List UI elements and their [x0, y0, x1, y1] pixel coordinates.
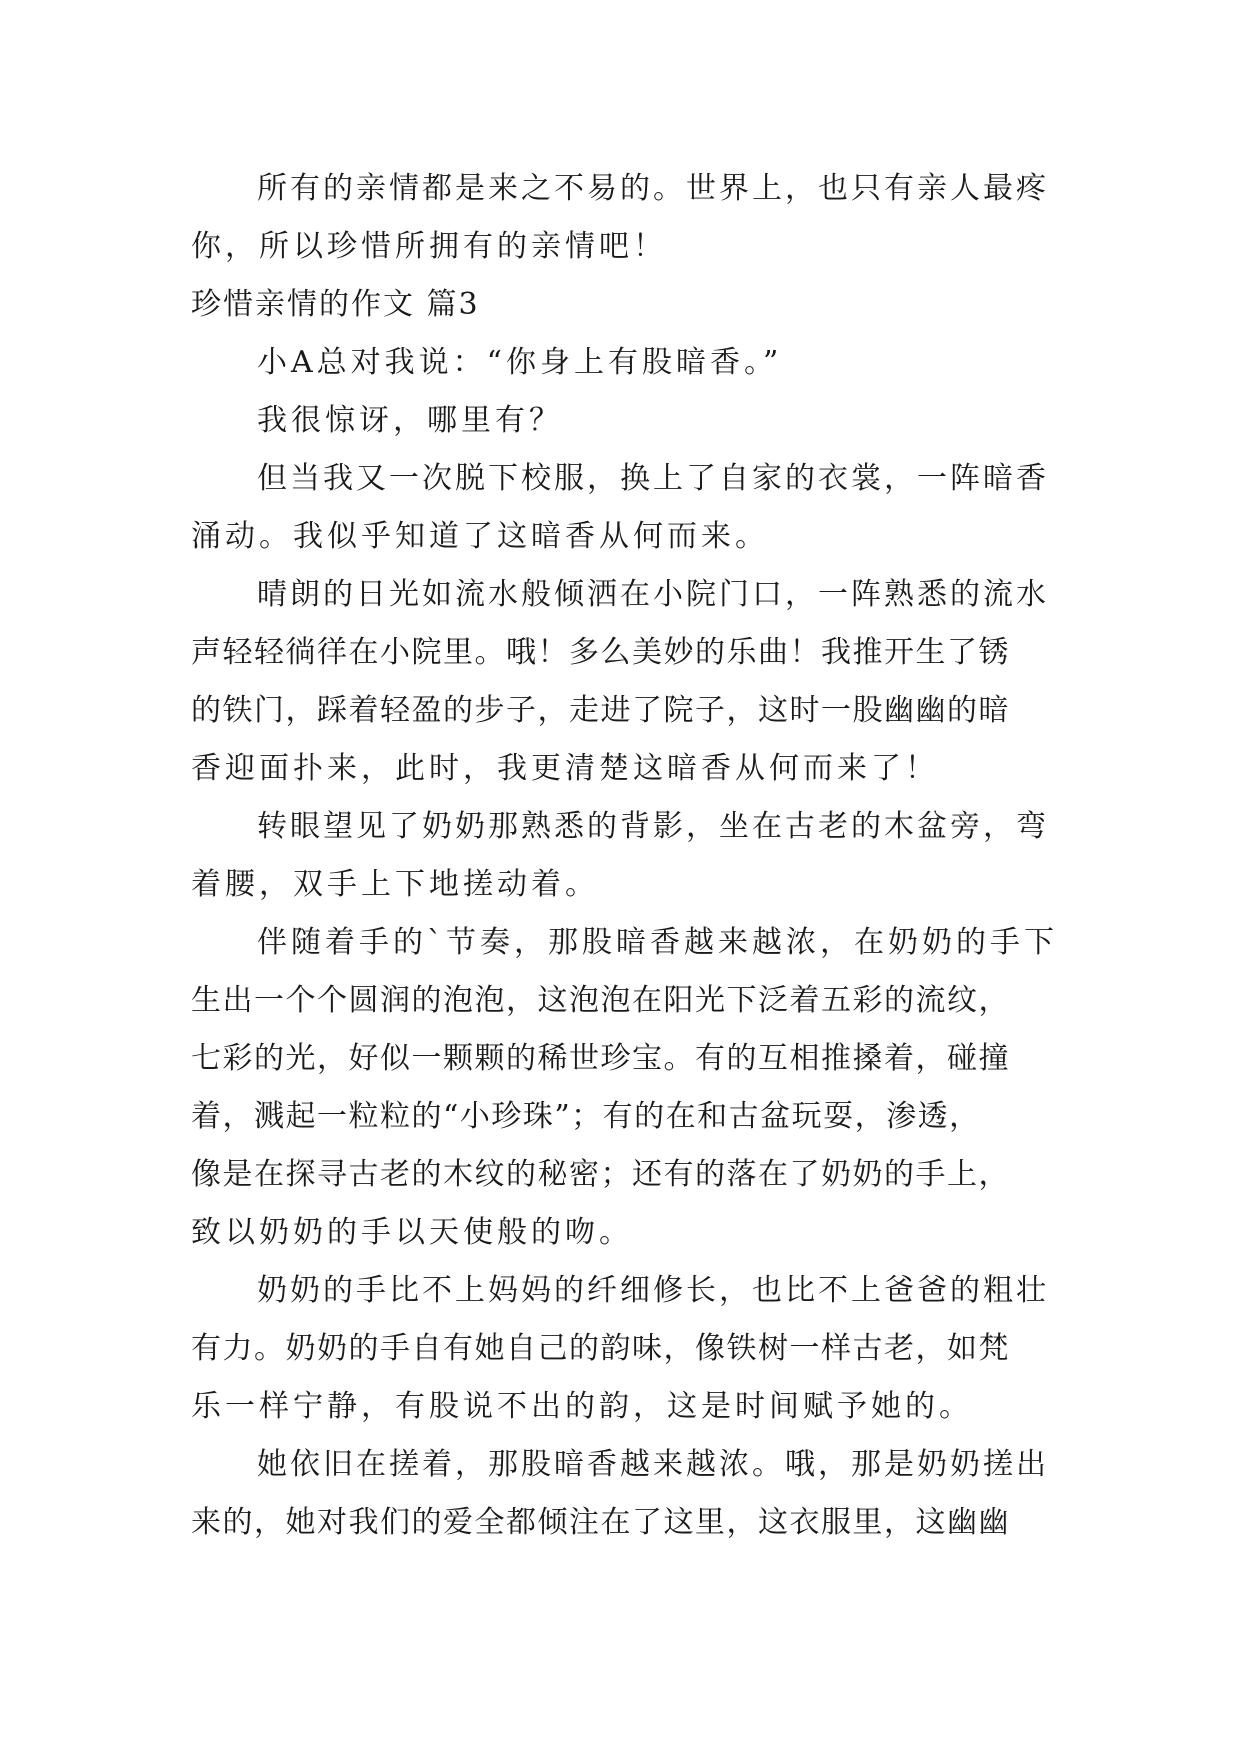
text-line: 所有的亲情都是来之不易的。世界上，也只有亲人最疼 [257, 171, 1049, 206]
text-line: 我很惊讶，哪里有？ [257, 403, 563, 438]
text-line: 涌动。我似乎知道了这暗香从何而来。 [191, 519, 769, 554]
text-line: 伴随着手的`节奏，那股暗香越来越浓，在奶奶的手下 [257, 925, 1058, 960]
text-line: 生出一个个圆润的泡泡，这泡泡在阳光下泛着五彩的流纹， [191, 983, 1010, 1018]
text-line: 小A总对我说：“你身上有股暗香。” [257, 345, 783, 380]
text-line: 着腰，双手上下地搓动着。 [191, 867, 599, 902]
text-line: 晴朗的日光如流水般倾洒在小院门口，一阵熟悉的流水 [257, 577, 1049, 612]
text-line: 像是在探寻古老的木纹的秘密；还有的落在了奶奶的手上， [191, 1157, 1010, 1192]
text-line: 你，所以珍惜所拥有的亲情吧！ [191, 229, 667, 264]
text-line: 香迎面扑来，此时，我更清楚这暗香从何而来了！ [191, 751, 939, 786]
text-line: 有力。奶奶的手自有她自己的韵味，像铁树一样古老，如梵 [191, 1331, 1010, 1366]
text-line: 乐一样宁静，有股说不出的韵，这是时间赋予她的。 [191, 1389, 973, 1424]
text-line: 来的，她对我们的爱全都倾注在了这里，这衣服里，这幽幽 [191, 1505, 1010, 1540]
text-line: 七彩的光，好似一颗颗的稀世珍宝。有的互相推搡着，碰撞 [191, 1041, 1010, 1076]
document-body [191, 160, 1059, 1552]
text-line: 奶奶的手比不上妈妈的纤细修长，也比不上爸爸的粗壮 [257, 1273, 1049, 1308]
text-line: 着，溅起一粒粒的“小珍珠”；有的在和古盆玩耍，渗透， [191, 1099, 981, 1134]
text-line: 声轻轻徜徉在小院里。哦！多么美妙的乐曲！我推开生了锈 [191, 635, 1010, 670]
text-line: 的铁门，踩着轻盈的步子，走进了院子，这时一股幽幽的暗 [191, 693, 1010, 728]
text-line: 她依旧在搓着，那股暗香越来越浓。哦，那是奶奶搓出 [257, 1447, 1049, 1482]
text-line: 转眼望见了奶奶那熟悉的背影，坐在古老的木盆旁，弯 [257, 809, 1049, 844]
section-heading: 珍惜亲情的作文 篇3 [191, 287, 480, 322]
text-line: 但当我又一次脱下校服，换上了自家的衣裳，一阵暗香 [257, 461, 1049, 496]
text-line: 致以奶奶的手以天使般的吻。 [191, 1215, 633, 1250]
